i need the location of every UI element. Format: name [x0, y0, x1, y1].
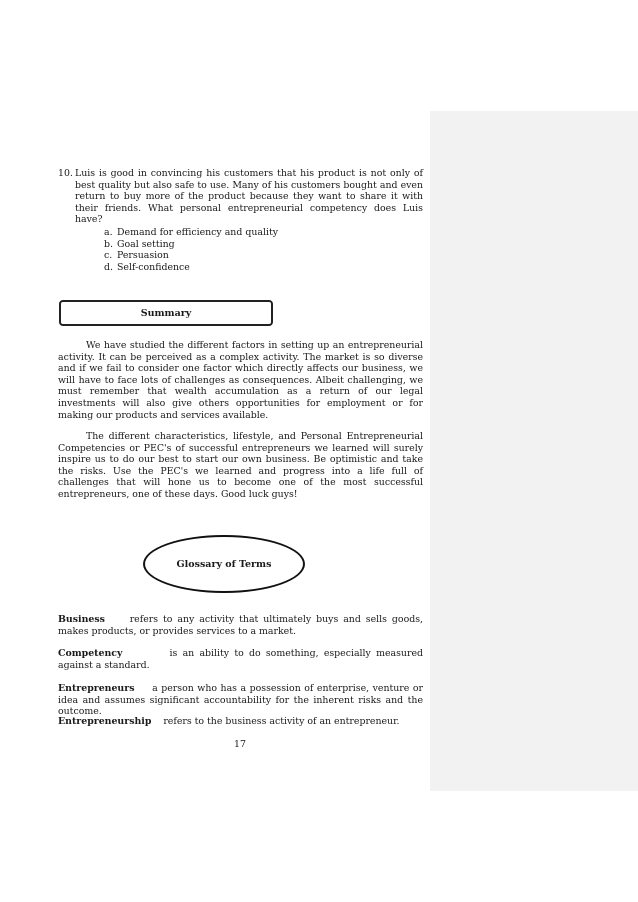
- question-10: [58, 168, 423, 226]
- term-definition: refers to the business activity of an entrepreneur.: [163, 716, 400, 727]
- choice-b: [104, 239, 423, 251]
- term-name: Entrepreneurs: [58, 683, 135, 694]
- question-text: Luis is good in convincing his customers that his product is not only of best quality but also safe to use. Many of his customers bought and even return to buy more of the product because they want to share it with their friends. What personal entrepreneurial competency does Luis have?: [75, 168, 423, 226]
- page-number: 17: [234, 739, 246, 750]
- choice-a: [104, 227, 423, 239]
- answer-choices: [104, 227, 423, 273]
- choice-text: Goal setting: [117, 238, 175, 250]
- summary-heading-box: [59, 300, 273, 326]
- choice-text: Demand for efficiency and quality: [117, 226, 279, 238]
- glossary-heading: Glossary of Terms: [176, 558, 272, 570]
- choice-d: [104, 262, 423, 274]
- choice-letter: b.: [104, 238, 113, 250]
- term-definition: is an ability to do something, especially measured against a standard.: [58, 648, 423, 671]
- term-name: Business: [58, 614, 105, 625]
- term-definition: refers to any activity that ultimately buys and sells goods, makes products, or provides services to a market.: [58, 614, 423, 637]
- glossary-heading-oval: [143, 535, 305, 593]
- question-block: [58, 168, 423, 273]
- term-name: Competency: [58, 648, 123, 659]
- question-number: 10.: [58, 168, 73, 179]
- choice-letter: c.: [104, 250, 113, 262]
- comment-pane: [430, 111, 638, 791]
- choice-c: [104, 250, 423, 262]
- glossary-term-entrepreneurs: [58, 683, 423, 718]
- choice-letter: a.: [104, 226, 113, 238]
- choice-text: Persuasion: [117, 250, 169, 262]
- summary-paragraph-1: We have studied the different factors in setting up an entrepreneurial activity. It can be perceived as a complex activity. The market is so diverse and if we fail to consider one factor which directly affects our business, we will have to face lots of challenges as consequences. Albeit challenging, we must remember that wealth accumulation as a return of our legal investments will also give others opportunities for employment or for making our products and services available.: [58, 340, 423, 421]
- choice-text: Self-confidence: [117, 261, 190, 273]
- glossary-term-competency: [58, 648, 423, 671]
- term-name: Entrepreneurship: [58, 716, 152, 727]
- glossary-term-business: [58, 614, 423, 637]
- summary-paragraph-2: The different characteristics, lifestyle, and Personal Entrepreneurial Competencies or PEC's of successful entrepreneurs we learned will surely inspire us to do our best to start our own business. Be optimistic and take the risks. Use the PEC's we learned and progress into a life full of challenges that will hone us to become one of the most successful entrepreneurs, one of these days. Good luck guys!: [58, 431, 423, 500]
- summary-heading: Summary: [140, 307, 192, 319]
- choice-letter: d.: [104, 261, 113, 273]
- glossary-term-entrepreneurship: [58, 716, 423, 728]
- term-definition: a person who has a possession of enterprise, venture or idea and assumes significant accountability for the inherent risks and the outcome.: [58, 683, 423, 718]
